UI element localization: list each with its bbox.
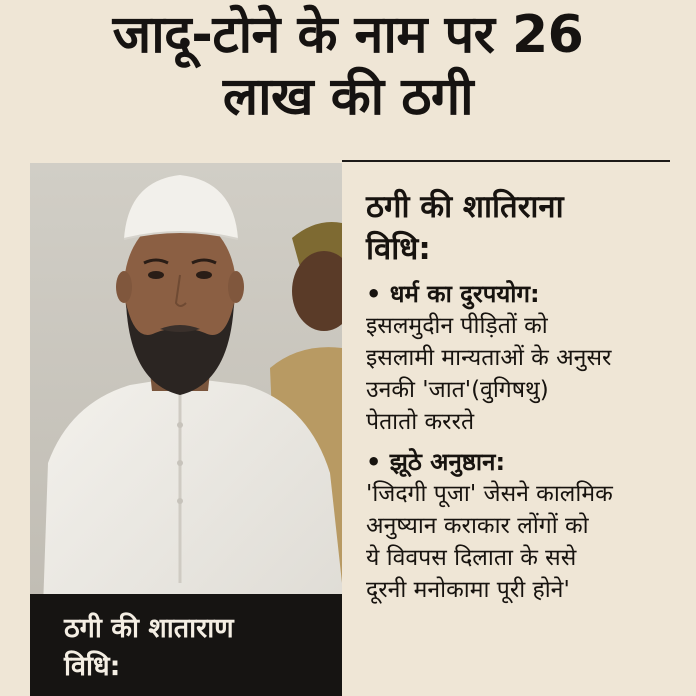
bullet-heading: • धर्म का दुरपयोग: — [366, 280, 540, 308]
bullet-body — [366, 478, 686, 606]
bullet-body-line: इसलमुदीन पीड़ितों को — [366, 313, 548, 339]
bullet-body — [366, 310, 686, 438]
bullet-body-line: 'जिदगी पूजा' जेसने कालमिक — [366, 481, 613, 507]
section-divider — [342, 160, 670, 162]
headline-line-2: लाख की ठगी — [222, 67, 474, 127]
caption-line-1: ठगी की शाताराण — [64, 613, 234, 644]
section-title-line-2: विधि: — [366, 231, 431, 267]
caption-text — [64, 610, 334, 686]
bullet-heading: • झूठे अनुष्ठान: — [366, 448, 506, 476]
bullet-body-line: अनुष्यान कराकार लोंगों को — [366, 513, 589, 539]
method-section — [366, 186, 686, 614]
headline — [0, 4, 696, 128]
bullet-body-line: पेताताे कररते — [366, 409, 475, 435]
section-title — [366, 186, 686, 270]
headline-line-1: जादू-टोने के नाम पर 26 — [112, 5, 584, 65]
bullet-body-line: उनकी 'जात'(वुगिषथु) — [366, 377, 549, 403]
caption-box — [30, 594, 342, 696]
section-title-line-1: ठगी की शातिराना — [366, 189, 564, 225]
caption-line-2: विधि: — [64, 651, 121, 682]
bullet-item — [366, 278, 686, 438]
bullet-body-line: ये विवपस दिलाता के ससे — [366, 545, 577, 571]
bullet-item — [366, 446, 686, 606]
bullet-body-line: इसलामी मान्यताओं के अनुसर — [366, 345, 612, 371]
bullet-body-line: दूरनी मनोकामा पूरी होने' — [366, 577, 570, 603]
